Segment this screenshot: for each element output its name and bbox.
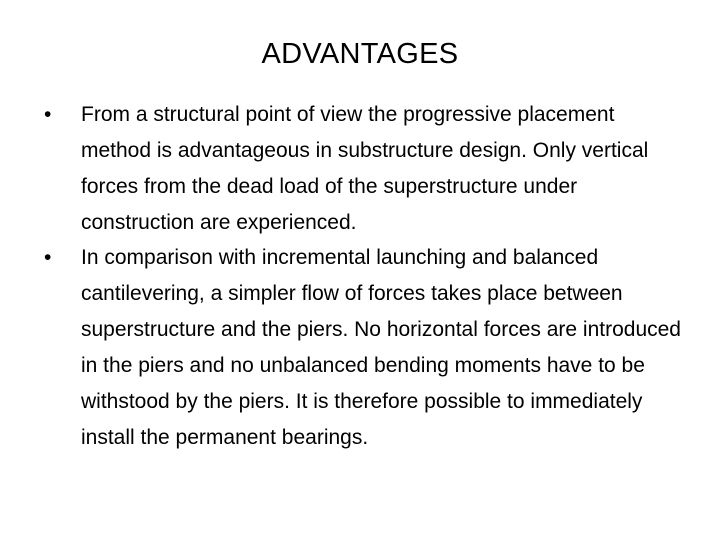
bullet-text: From a structural point of view the progressive placement method is advantageous in substructure design. Only vertical forces from the dead load of the superstructure under construction are experienced. bbox=[81, 103, 649, 234]
bullet-marker: • bbox=[44, 246, 52, 269]
slide-title: ADVANTAGES bbox=[261, 38, 459, 70]
bullet-text: In comparison with incremental launching and balanced cantilevering, a simpler flow of forces takes place between superstructure and the piers. No horizontal forces are introduced in the piers and no unbalanced bending moments have to be withstood by the piers. It is therefore possible to immediately install the permanent bearings. bbox=[81, 246, 681, 449]
bullet-marker: • bbox=[44, 103, 52, 126]
